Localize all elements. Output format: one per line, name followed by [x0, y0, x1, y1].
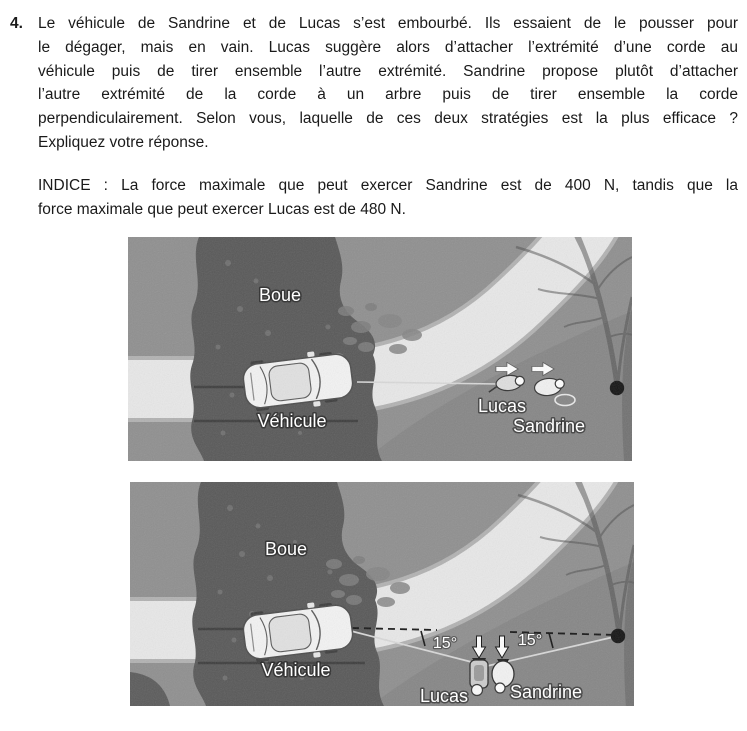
mud-label: Boue — [258, 285, 302, 305]
question-block — [10, 12, 738, 221]
photo-grain-overlay — [130, 482, 634, 706]
question-number: 4. — [10, 15, 23, 32]
question-line: Le véhicule de Sandrine et de Lucas s’est embourbé. Ils essaient de le pousser pour — [38, 15, 738, 32]
mud-label: Boue — [264, 539, 308, 559]
figure-strategy-inline-pull — [128, 237, 632, 461]
lucas-label: Lucas — [419, 686, 469, 706]
lucas-label: Lucas — [477, 396, 527, 416]
question-line: le dégager, mais en vain. Lucas suggère alors d’attacher l’extrémité d’une corde au — [38, 38, 738, 56]
question-paragraph — [38, 12, 738, 155]
question-body — [38, 12, 738, 221]
angle-right-label: 15° — [517, 632, 543, 649]
sandrine-label: Sandrine — [509, 682, 583, 702]
hint-paragraph — [38, 174, 738, 222]
hint-line: force maximale que peut exercer Lucas est de 480 N. — [38, 200, 406, 218]
figure-strategy-perpendicular-pull — [130, 482, 634, 706]
figure-1-illustration — [128, 237, 632, 461]
vehicle-label: Véhicule — [257, 411, 327, 431]
hint-line: INDICE : La force maximale que peut exercer Sandrine est de 400 N, tandis que la — [38, 176, 738, 194]
vehicle-label: Véhicule — [261, 660, 331, 680]
question-line: l’autre extrémité de la corde à un arbre puis de tirer ensemble la corde — [38, 86, 738, 104]
sandrine-label: Sandrine — [512, 416, 586, 436]
question-line: véhicule puis de tirer ensemble l’autre extrémité. Sandrine propose plutôt d’attacher — [38, 62, 738, 80]
question-line: Expliquez votre réponse. — [38, 133, 209, 151]
figure-2-illustration — [130, 482, 634, 706]
angle-left-label: 15° — [432, 635, 458, 652]
question-line: perpendiculairement. Selon vous, laquelle de ces deux stratégies est la plus efficace ? — [38, 110, 738, 128]
